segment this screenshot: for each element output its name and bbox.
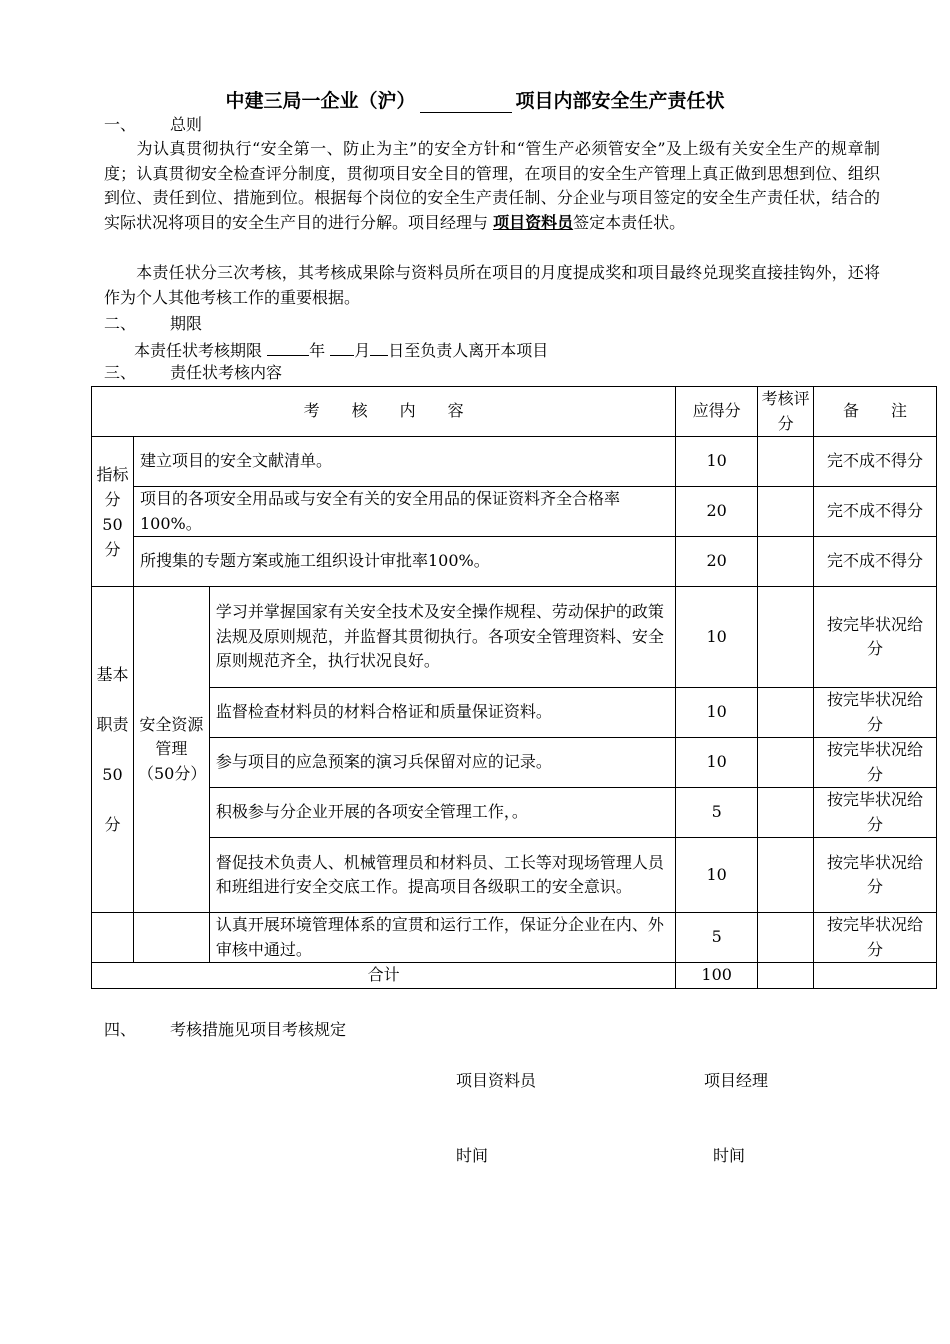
- row-note: 按完毕状况给分: [814, 587, 937, 688]
- row-note: 完不成不得分: [814, 437, 937, 487]
- row-content: 项目的各项安全用品或与安全有关的安全用品的保证资料齐全合格率100%。: [133, 487, 675, 537]
- row-eval: [758, 537, 814, 587]
- table-row: [92, 487, 937, 537]
- row-note: 完不成不得分: [814, 487, 937, 537]
- table-row: [92, 587, 937, 688]
- header-note: 备 注: [814, 387, 937, 437]
- row-eval: [758, 838, 814, 913]
- subgroup-safety-resources: 安全资源管理（50分）: [133, 587, 209, 913]
- role-name: 项目资料员: [493, 212, 574, 232]
- header-score: 应得分: [676, 387, 758, 437]
- period-line: 本责任状考核期限 年 月 日至负责人离开本项目: [134, 338, 548, 362]
- sign-project-manager: 项目经理: [704, 1071, 769, 1090]
- row-note: 按完毕状况给分: [814, 788, 937, 838]
- table-row: [92, 838, 937, 913]
- title-blank: [420, 92, 512, 113]
- table-row: [92, 788, 937, 838]
- table-row: [92, 688, 937, 738]
- sign-time-right: 时间: [713, 1146, 746, 1165]
- row-score: 10: [676, 437, 758, 487]
- row-score: 5: [676, 788, 758, 838]
- assessment-paragraph: 本责任状分三次考核，其考核成果除与资料员所在项目的月度提成奖和项目最终兑现奖直接挂钩外，还将作为个人其他考核工作的重要根据。: [104, 263, 880, 307]
- row-note: 按完毕状况给分: [814, 688, 937, 738]
- assessment-table: [91, 386, 937, 989]
- row-content: 督促技术负责人、机械管理员和材料员、工长等对现场管理人员和班组进行安全交底工作。提高项目各级职工的安全意识。: [209, 838, 675, 913]
- row-eval: [758, 913, 814, 963]
- row-content: 所搜集的专题方案或施工组织设计审批率100%。: [133, 537, 675, 587]
- row-eval: [758, 487, 814, 537]
- general-paragraph: 为认真贯彻执行“安全第一、防止为主”的安全方针和“管生产必须管安全”及上级有关安全生产的规章制度；认真贯彻安全检查评分制度，贯彻项目安全目的管理，在项目的安全生产管理上真正做到思想到位、组织到位、责任到位、措施到位。根据每个岗位的安全生产责任制、分企业与项目签定的安全生产责任状，结合的实际状况将项目的安全生产目的进行分解。项目经理与 项目资料员签定本责任状。: [104, 139, 880, 232]
- row-score: 20: [676, 537, 758, 587]
- empty-subgroup-cell: [133, 913, 209, 963]
- sign-time-left: 时间: [456, 1146, 489, 1165]
- row-eval: [758, 788, 814, 838]
- row-score: 10: [676, 587, 758, 688]
- total-label: 合计: [92, 963, 676, 989]
- table-row: [92, 738, 937, 788]
- header-content: 考 核 内 容: [92, 387, 676, 437]
- row-content: 学习并掌握国家有关安全技术及安全操作规程、劳动保护的政策法规及原则规范，并监督其贯彻执行。各项安全管理资料、安全原则规范齐全，执行状况良好。: [209, 587, 675, 688]
- row-score: 20: [676, 487, 758, 537]
- table-row: [92, 437, 937, 487]
- row-note: 完不成不得分: [814, 537, 937, 587]
- table-header: [92, 387, 937, 437]
- section-3-heading: 三、 责任状考核内容: [104, 363, 283, 382]
- table-row: [92, 913, 937, 963]
- total-score: 100: [676, 963, 758, 989]
- row-note: 按完毕状况给分: [814, 913, 937, 963]
- document-title: 中建三局一企业（沪） 项目内部安全生产责任状: [225, 90, 725, 112]
- row-score: 10: [676, 738, 758, 788]
- sign-data-clerk: 项目资料员: [456, 1071, 537, 1090]
- row-content: 监督检查材料员的材料合格证和质量保证资料。: [209, 688, 675, 738]
- table-row: [92, 537, 937, 587]
- row-score: 5: [676, 913, 758, 963]
- row-content: 建立项目的安全文献清单。: [133, 437, 675, 487]
- table-total-row: [92, 963, 937, 989]
- row-content: 参与项目的应急预案的演习兵保留对应的记录。: [209, 738, 675, 788]
- section-1-heading: 一、 总则: [104, 115, 203, 134]
- row-note: 按完毕状况给分: [814, 838, 937, 913]
- row-content: 积极参与分企业开展的各项安全管理工作，。: [209, 788, 675, 838]
- total-eval: [758, 963, 814, 989]
- row-content: 认真开展环境管理体系的宣贯和运行工作，保证分企业在内、外审核中通过。: [209, 913, 675, 963]
- section-4-heading: 四、 考核措施见项目考核规定: [104, 1020, 347, 1039]
- section-2-heading: 二、 期限: [104, 314, 203, 333]
- empty-group-cell: [92, 913, 134, 963]
- row-eval: [758, 688, 814, 738]
- total-note: [814, 963, 937, 989]
- group-indicator: 指标分50分: [92, 437, 134, 587]
- group-basic-duties: 基本职责50分: [92, 587, 134, 913]
- row-score: 10: [676, 688, 758, 738]
- row-eval: [758, 437, 814, 487]
- header-eval: 考核评分: [758, 387, 814, 437]
- row-note: 按完毕状况给分: [814, 738, 937, 788]
- row-eval: [758, 738, 814, 788]
- row-score: 10: [676, 838, 758, 913]
- row-eval: [758, 587, 814, 688]
